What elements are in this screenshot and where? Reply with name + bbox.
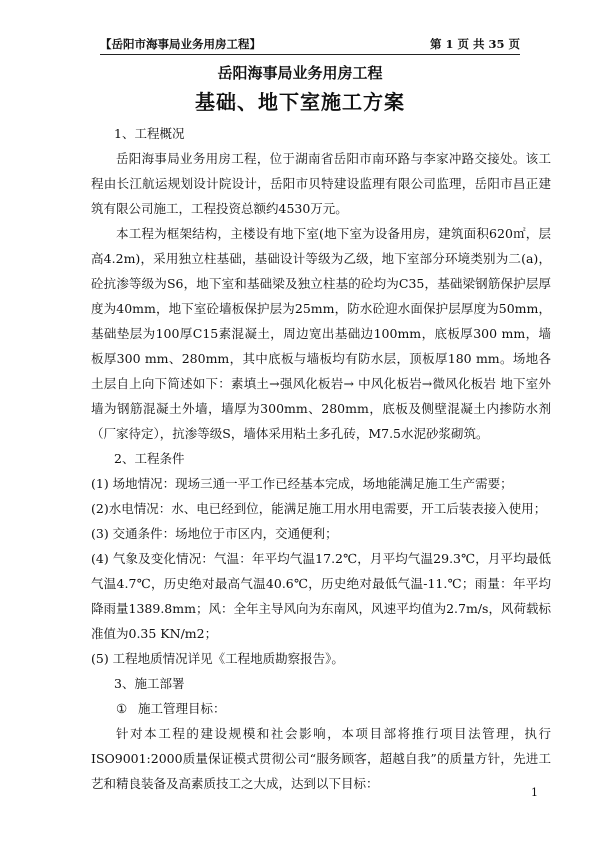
section-3-heading: 3、施工部署	[114, 676, 185, 691]
document-title-line2: 基础、地下室施工方案	[195, 90, 405, 114]
circled-number: ①	[116, 701, 128, 716]
document-title-line1: 岳阳海事局业务用房工程	[217, 64, 383, 82]
header-page-info: 第 1 页 共 35 页	[429, 37, 520, 51]
section-2-item-1: (1) 场地情况：现场三通一平工作已经基本完成，场地能满足施工生产需要；	[91, 476, 513, 491]
section-1-heading: 1、工程概况	[114, 126, 185, 141]
section-3-subheading-label: 施工管理目标：	[138, 701, 226, 716]
page-number: 1	[531, 786, 538, 799]
section-2-heading: 2、工程条件	[114, 451, 185, 466]
header-project-name: 【岳阳市海事局业务用房工程】	[100, 37, 261, 51]
document-body	[91, 121, 551, 796]
section-1-paragraph-2: 本工程为框架结构，主楼设有地下室(地下室为设备用房，建筑面积620㎡，层高4.2m)，采用独立柱基础，基础设计等级为乙级，地下室部分环境类别为二(a)，砼抗渗等级为S6，地下室和基础梁及独立柱基的砼均为C35，基础梁钢筋保护层厚度为40mm，地下室砼墙板保护层为25mm，防水砼迎水面保护层厚度为50mm，基础垫层为100厚C15素混凝土，周边宽出基础边100mm，底板厚300 mm，墙板厚300 mm、280mm，其中底板与墙板均有防水层，顶板厚180 mm。场地各土层自上向下简述如下：素填土→强风化板岩→ 中风化板岩→微风化板岩 地下室外墙为钢筋混凝土外墙，墙厚为300mm、280mm，底板及侧壁混凝土内掺防水剂（厂家待定），抗渗等级S，墙体采用粘土多孔砖，M7.5水泥砂浆砌筑。	[91, 226, 551, 441]
section-3-subheading	[91, 696, 551, 721]
section-2-item-5: (5) 工程地质情况详见《工程地质勘察报告》。	[91, 651, 344, 666]
section-2-item-2: (2)水电情况：水、电已经到位，能满足施工用水用电需要，开工后装表接入使用；	[91, 501, 547, 516]
page-header	[100, 34, 520, 55]
section-2-item-4: (4) 气象及变化情况：气温：年平均气温17.2℃，月平均气温29.3℃，月平均最低气温4.7℃，历史绝对最高气温40.6℃，历史绝对最低气温-11.℃；雨量：年平均降雨量1389.8mm；风：全年主导风向为东南风，风速平均值为2.7m/s，风荷载标准值为0.35 KN/m2；	[91, 551, 551, 641]
section-1-paragraph-1: 岳阳海事局业务用房工程，位于湖南省岳阳市南环路与李家冲路交接处。该工程由长江航运规划设计院设计，岳阳市贝特建设监理有限公司监理，岳阳市昌正建筑有限公司施工，工程投资总额约4530万元。	[91, 151, 551, 216]
section-2-item-3: (3) 交通条件：场地位于市区内，交通便利；	[91, 526, 338, 541]
section-3-paragraph-1: 针对本工程的建设规模和社会影响，本项目部将推行项目法管理，执行ISO9001:2000质量保证模式贯彻公司“服务顾客，超越自我”的质量方针，先进工艺和精良装备及高素质技工之大成，达到以下目标：	[91, 726, 551, 791]
